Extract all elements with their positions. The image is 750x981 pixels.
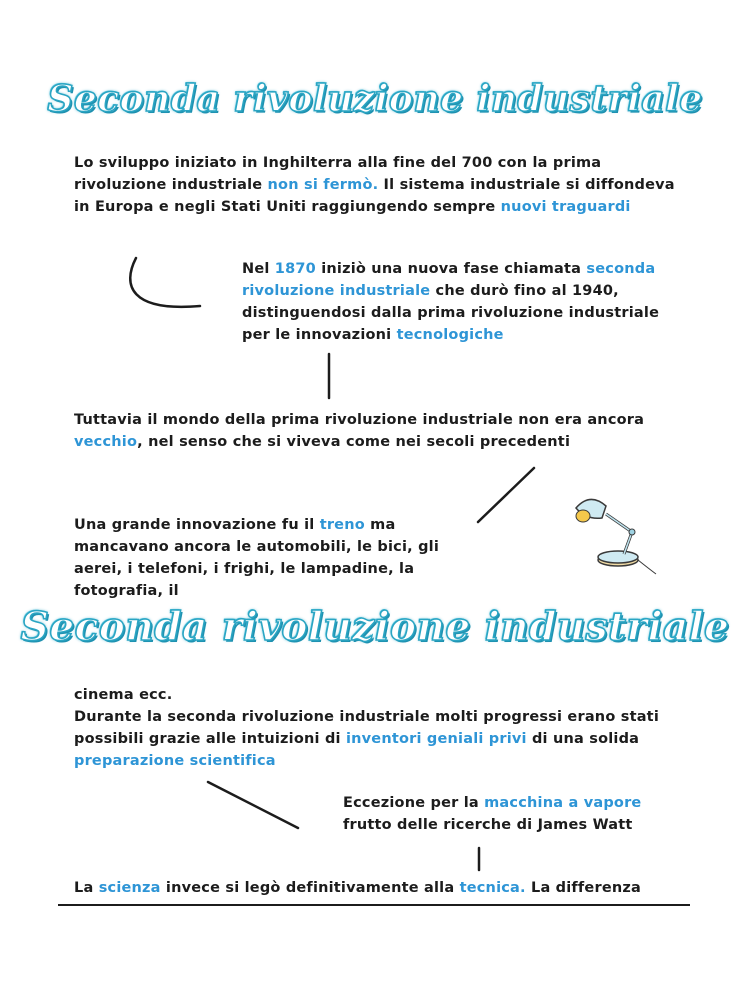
highlight: macchina a vapore (484, 795, 642, 811)
text: cinema ecc. (74, 687, 173, 703)
highlight: preparazione scientifica (74, 753, 276, 769)
highlight: vecchio (74, 434, 138, 450)
diagonal-connector (208, 782, 298, 828)
text: Il sistema industriale si diffondeva in Europa e negli Stati Uniti raggiungendo sempre (74, 177, 675, 215)
highlight: inventori geniali privi (345, 731, 527, 747)
text: di una solida (526, 731, 640, 747)
text: Eccezione per la (343, 795, 485, 811)
highlight: seconda rivoluzione industriale (242, 261, 656, 299)
desk-lamp-icon (566, 494, 662, 580)
text: Una grande innovazione fu il (74, 517, 320, 533)
text: Lo sviluppo iniziato in Inghilterra alla fine del 700 con la prima rivoluzione industriale (74, 155, 602, 193)
highlight: nuovi traguardi (500, 199, 631, 215)
text: frutto delle ricerche di James Watt (343, 817, 633, 833)
page-title-top: Seconda rivoluzione industriale (47, 78, 703, 120)
highlight: 1870 (274, 261, 316, 277)
highlight: non si fermò. (267, 177, 379, 193)
text: invece si legò definitivamente alla (160, 880, 460, 896)
text: iniziò una nuova fase chiamata (315, 261, 587, 277)
curved-connector (130, 258, 200, 307)
highlight: treno (319, 517, 365, 533)
text: Tuttavia il mondo della prima rivoluzione industriale non era ancora (74, 412, 645, 428)
highlight: scienza (98, 880, 161, 896)
highlight: tecnologiche (396, 327, 504, 343)
text: Durante la seconda rivoluzione industriale molti progressi erano stati possibili grazie alle intuizioni di (74, 709, 659, 747)
diagonal-connector (478, 468, 534, 522)
page-title-bottom: Seconda rivoluzione industriale (20, 604, 730, 650)
text: La (74, 880, 99, 896)
text: aerei, i telefoni, i frighi, le lampadine, la fotografia, il (74, 561, 415, 599)
highlight: tecnica. (459, 880, 526, 896)
text: ma (364, 517, 396, 533)
text: mancavano ancora le automobili, le bici, gli (74, 539, 440, 555)
text: che durò fino al 1940, distinguendosi dalla prima rivoluzione industriale per le innovazioni (242, 283, 660, 343)
text: , nel senso che si viveva come nei secoli precedenti (137, 434, 571, 450)
text: Nel (242, 261, 275, 277)
text: La differenza (525, 880, 642, 896)
